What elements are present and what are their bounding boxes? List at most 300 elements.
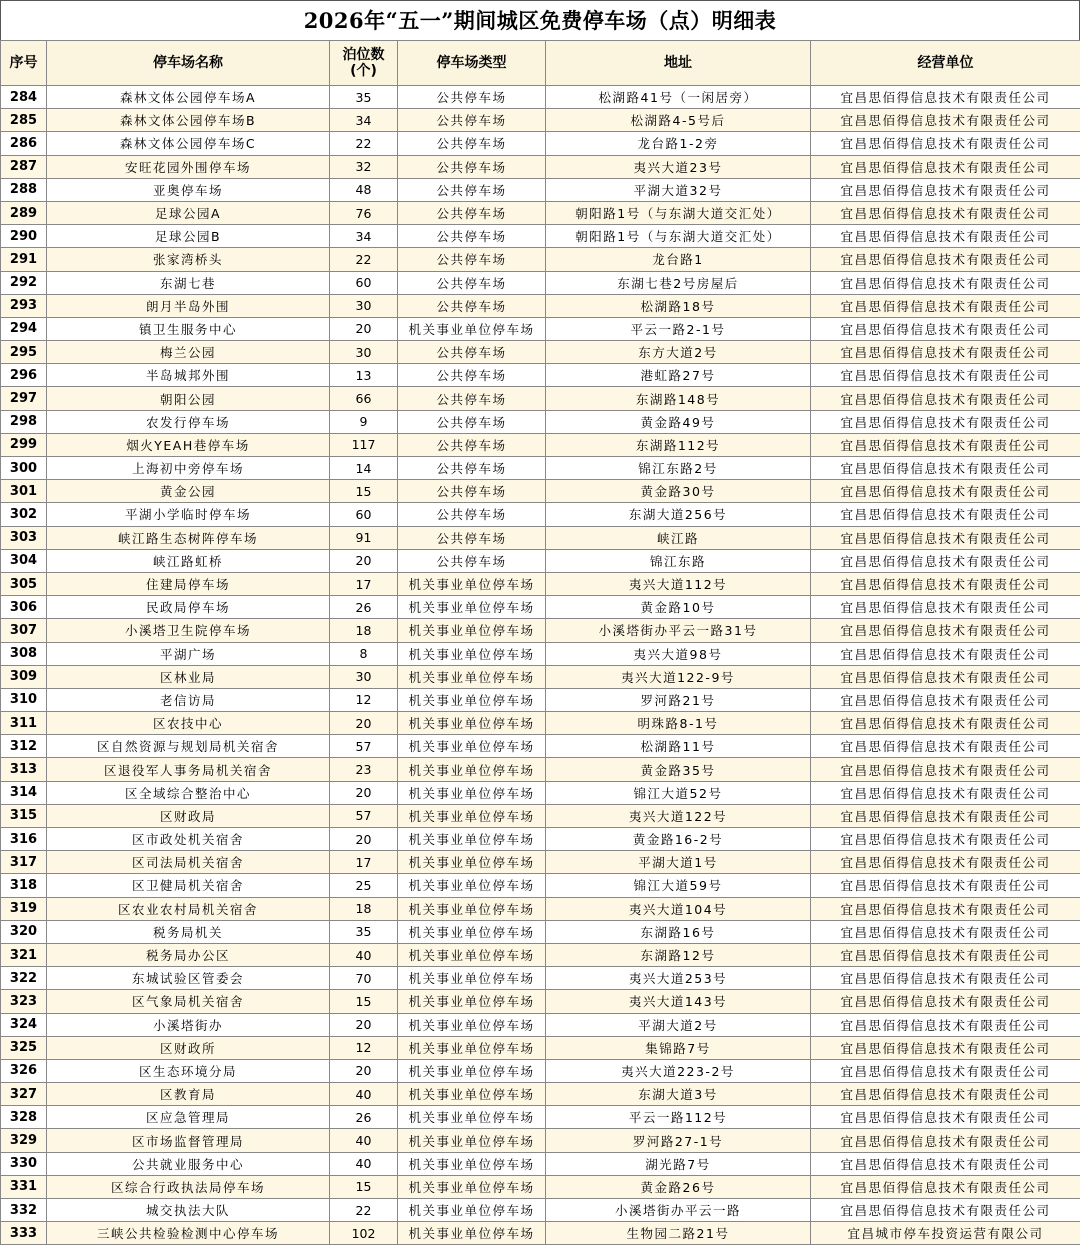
cell-type: 机关事业单位停车场	[398, 735, 546, 758]
cell-address: 松湖路18号	[546, 294, 811, 317]
cell-spaces: 20	[330, 1059, 398, 1082]
cell-operator: 宜昌思佰得信息技术有限责任公司	[811, 433, 1080, 456]
cell-name: 小溪塔街办	[47, 1013, 330, 1036]
cell-type: 机关事业单位停车场	[398, 1152, 546, 1175]
table-row	[1, 1083, 1080, 1106]
cell-operator: 宜昌思佰得信息技术有限责任公司	[811, 1129, 1080, 1152]
cell-no: 321	[1, 943, 47, 966]
cell-operator: 宜昌思佰得信息技术有限责任公司	[811, 1059, 1080, 1082]
table-row	[1, 1175, 1080, 1198]
cell-operator: 宜昌思佰得信息技术有限责任公司	[811, 457, 1080, 480]
table-row	[1, 665, 1080, 688]
cell-operator: 宜昌思佰得信息技术有限责任公司	[811, 1199, 1080, 1222]
table-row	[1, 364, 1080, 387]
header-spaces-line2: (个)	[350, 63, 377, 79]
cell-spaces: 34	[330, 225, 398, 248]
cell-name: 平湖小学临时停车场	[47, 503, 330, 526]
cell-type: 公共停车场	[398, 480, 546, 503]
cell-spaces: 30	[330, 294, 398, 317]
cell-operator: 宜昌思佰得信息技术有限责任公司	[811, 1152, 1080, 1175]
cell-spaces: 57	[330, 804, 398, 827]
cell-no: 290	[1, 225, 47, 248]
table-row	[1, 943, 1080, 966]
cell-type: 公共停车场	[398, 109, 546, 132]
cell-spaces: 22	[330, 1199, 398, 1222]
cell-name: 城交执法大队	[47, 1199, 330, 1222]
table-row	[1, 457, 1080, 480]
cell-operator: 宜昌思佰得信息技术有限责任公司	[811, 804, 1080, 827]
table-row	[1, 758, 1080, 781]
cell-address: 东湖七巷2号房屋后	[546, 271, 811, 294]
cell-name: 老信访局	[47, 688, 330, 711]
cell-type: 公共停车场	[398, 364, 546, 387]
table-row	[1, 86, 1080, 109]
cell-name: 平湖广场	[47, 642, 330, 665]
cell-operator: 宜昌思佰得信息技术有限责任公司	[811, 897, 1080, 920]
cell-operator: 宜昌思佰得信息技术有限责任公司	[811, 1013, 1080, 1036]
cell-no: 302	[1, 503, 47, 526]
cell-address: 夷兴大道143号	[546, 990, 811, 1013]
cell-address: 平云一路2-1号	[546, 317, 811, 340]
table-row	[1, 132, 1080, 155]
cell-type: 机关事业单位停车场	[398, 642, 546, 665]
cell-type: 机关事业单位停车场	[398, 317, 546, 340]
cell-address: 黄金路35号	[546, 758, 811, 781]
cell-name: 区生态环境分局	[47, 1059, 330, 1082]
cell-address: 黄金路10号	[546, 596, 811, 619]
cell-type: 公共停车场	[398, 201, 546, 224]
cell-no: 304	[1, 549, 47, 572]
cell-operator: 宜昌思佰得信息技术有限责任公司	[811, 109, 1080, 132]
cell-spaces: 18	[330, 619, 398, 642]
cell-name: 森林文体公园停车场C	[47, 132, 330, 155]
cell-no: 292	[1, 271, 47, 294]
cell-spaces: 20	[330, 317, 398, 340]
cell-no: 325	[1, 1036, 47, 1059]
cell-operator: 宜昌思佰得信息技术有限责任公司	[811, 178, 1080, 201]
cell-operator: 宜昌思佰得信息技术有限责任公司	[811, 874, 1080, 897]
cell-operator: 宜昌思佰得信息技术有限责任公司	[811, 410, 1080, 433]
cell-type: 公共停车场	[398, 526, 546, 549]
table-row	[1, 1152, 1080, 1175]
cell-no: 328	[1, 1106, 47, 1129]
cell-spaces: 18	[330, 897, 398, 920]
cell-operator: 宜昌思佰得信息技术有限责任公司	[811, 201, 1080, 224]
table-row	[1, 712, 1080, 735]
cell-operator: 宜昌思佰得信息技术有限责任公司	[811, 1106, 1080, 1129]
cell-name: 区农业农村局机关宿舍	[47, 897, 330, 920]
cell-operator: 宜昌思佰得信息技术有限责任公司	[811, 225, 1080, 248]
cell-spaces: 26	[330, 1106, 398, 1129]
cell-spaces: 23	[330, 758, 398, 781]
cell-no: 289	[1, 201, 47, 224]
cell-spaces: 48	[330, 178, 398, 201]
cell-type: 机关事业单位停车场	[398, 874, 546, 897]
cell-no: 323	[1, 990, 47, 1013]
table-body	[1, 86, 1080, 1245]
cell-address: 港虹路27号	[546, 364, 811, 387]
cell-address: 东湖路16号	[546, 920, 811, 943]
cell-type: 机关事业单位停车场	[398, 1175, 546, 1198]
cell-address: 黄金路16-2号	[546, 828, 811, 851]
cell-type: 机关事业单位停车场	[398, 943, 546, 966]
cell-address: 龙台路1	[546, 248, 811, 271]
cell-type: 机关事业单位停车场	[398, 712, 546, 735]
header-row	[1, 41, 1080, 86]
cell-name: 梅兰公园	[47, 341, 330, 364]
cell-no: 287	[1, 155, 47, 178]
cell-name: 区农技中心	[47, 712, 330, 735]
cell-no: 301	[1, 480, 47, 503]
cell-type: 机关事业单位停车场	[398, 1129, 546, 1152]
cell-address: 平湖大道32号	[546, 178, 811, 201]
cell-address: 湖光路7号	[546, 1152, 811, 1175]
cell-no: 294	[1, 317, 47, 340]
cell-name: 朝阳公园	[47, 387, 330, 410]
cell-spaces: 20	[330, 1013, 398, 1036]
cell-spaces: 25	[330, 874, 398, 897]
table-row	[1, 688, 1080, 711]
cell-operator: 宜昌思佰得信息技术有限责任公司	[811, 828, 1080, 851]
cell-name: 黄金公园	[47, 480, 330, 503]
table-row	[1, 1199, 1080, 1222]
cell-address: 平湖大道2号	[546, 1013, 811, 1036]
cell-spaces: 34	[330, 109, 398, 132]
parking-table	[0, 40, 1080, 1245]
cell-address: 夷兴大道104号	[546, 897, 811, 920]
table-row	[1, 967, 1080, 990]
cell-no: 329	[1, 1129, 47, 1152]
table-row	[1, 271, 1080, 294]
cell-spaces: 35	[330, 920, 398, 943]
table-row	[1, 781, 1080, 804]
cell-operator: 宜昌思佰得信息技术有限责任公司	[811, 155, 1080, 178]
cell-address: 罗河路21号	[546, 688, 811, 711]
cell-operator: 宜昌思佰得信息技术有限责任公司	[811, 735, 1080, 758]
cell-operator: 宜昌思佰得信息技术有限责任公司	[811, 526, 1080, 549]
cell-type: 机关事业单位停车场	[398, 1222, 546, 1245]
cell-no: 324	[1, 1013, 47, 1036]
cell-name: 区全域综合整治中心	[47, 781, 330, 804]
cell-operator: 宜昌思佰得信息技术有限责任公司	[811, 86, 1080, 109]
table-row	[1, 851, 1080, 874]
cell-operator: 宜昌思佰得信息技术有限责任公司	[811, 341, 1080, 364]
cell-name: 小溪塔卫生院停车场	[47, 619, 330, 642]
cell-operator: 宜昌思佰得信息技术有限责任公司	[811, 1083, 1080, 1106]
cell-address: 夷兴大道122-9号	[546, 665, 811, 688]
table-row	[1, 990, 1080, 1013]
cell-type: 公共停车场	[398, 132, 546, 155]
cell-operator: 宜昌思佰得信息技术有限责任公司	[811, 271, 1080, 294]
table-row	[1, 642, 1080, 665]
cell-address: 平云一路112号	[546, 1106, 811, 1129]
cell-operator: 宜昌思佰得信息技术有限责任公司	[811, 596, 1080, 619]
cell-type: 机关事业单位停车场	[398, 596, 546, 619]
cell-operator: 宜昌思佰得信息技术有限责任公司	[811, 619, 1080, 642]
cell-address: 夷兴大道23号	[546, 155, 811, 178]
table-row	[1, 433, 1080, 456]
cell-address: 夷兴大道122号	[546, 804, 811, 827]
cell-spaces: 40	[330, 1129, 398, 1152]
cell-spaces: 57	[330, 735, 398, 758]
cell-address: 锦江大道52号	[546, 781, 811, 804]
cell-operator: 宜昌思佰得信息技术有限责任公司	[811, 943, 1080, 966]
cell-no: 309	[1, 665, 47, 688]
cell-type: 公共停车场	[398, 178, 546, 201]
cell-no: 332	[1, 1199, 47, 1222]
cell-type: 公共停车场	[398, 248, 546, 271]
cell-spaces: 20	[330, 781, 398, 804]
cell-operator: 宜昌思佰得信息技术有限责任公司	[811, 688, 1080, 711]
cell-name: 森林文体公园停车场A	[47, 86, 330, 109]
table-row	[1, 804, 1080, 827]
cell-type: 机关事业单位停车场	[398, 688, 546, 711]
cell-no: 284	[1, 86, 47, 109]
cell-spaces: 15	[330, 1175, 398, 1198]
cell-no: 300	[1, 457, 47, 480]
cell-name: 镇卫生服务中心	[47, 317, 330, 340]
cell-type: 机关事业单位停车场	[398, 1036, 546, 1059]
cell-operator: 宜昌思佰得信息技术有限责任公司	[811, 642, 1080, 665]
cell-operator: 宜昌思佰得信息技术有限责任公司	[811, 132, 1080, 155]
cell-no: 295	[1, 341, 47, 364]
cell-address: 东湖大道3号	[546, 1083, 811, 1106]
cell-operator: 宜昌思佰得信息技术有限责任公司	[811, 851, 1080, 874]
cell-name: 森林文体公园停车场B	[47, 109, 330, 132]
cell-type: 机关事业单位停车场	[398, 665, 546, 688]
cell-type: 机关事业单位停车场	[398, 1199, 546, 1222]
cell-address: 松湖路11号	[546, 735, 811, 758]
cell-operator: 宜昌思佰得信息技术有限责任公司	[811, 1036, 1080, 1059]
cell-spaces: 12	[330, 688, 398, 711]
cell-type: 公共停车场	[398, 341, 546, 364]
cell-spaces: 70	[330, 967, 398, 990]
cell-address: 明珠路8-1号	[546, 712, 811, 735]
cell-name: 农发行停车场	[47, 410, 330, 433]
cell-spaces: 117	[330, 433, 398, 456]
cell-name: 亚奥停车场	[47, 178, 330, 201]
cell-spaces: 66	[330, 387, 398, 410]
cell-type: 公共停车场	[398, 294, 546, 317]
cell-name: 区市场监督管理局	[47, 1129, 330, 1152]
cell-operator: 宜昌思佰得信息技术有限责任公司	[811, 364, 1080, 387]
cell-type: 机关事业单位停车场	[398, 967, 546, 990]
cell-type: 机关事业单位停车场	[398, 990, 546, 1013]
cell-name: 东城试验区管委会	[47, 967, 330, 990]
cell-spaces: 76	[330, 201, 398, 224]
cell-name: 区市政处机关宿舍	[47, 828, 330, 851]
cell-address: 松湖路4-5号后	[546, 109, 811, 132]
cell-type: 机关事业单位停车场	[398, 1059, 546, 1082]
cell-address: 东湖路112号	[546, 433, 811, 456]
cell-spaces: 35	[330, 86, 398, 109]
header-no: 序号	[1, 41, 47, 86]
cell-spaces: 13	[330, 364, 398, 387]
cell-spaces: 20	[330, 549, 398, 572]
cell-no: 310	[1, 688, 47, 711]
cell-operator: 宜昌思佰得信息技术有限责任公司	[811, 387, 1080, 410]
table-row	[1, 920, 1080, 943]
table-row	[1, 225, 1080, 248]
cell-no: 312	[1, 735, 47, 758]
table-row	[1, 109, 1080, 132]
header-spaces	[330, 41, 398, 86]
cell-name: 朗月半岛外围	[47, 294, 330, 317]
cell-type: 公共停车场	[398, 433, 546, 456]
cell-address: 东方大道2号	[546, 341, 811, 364]
cell-no: 331	[1, 1175, 47, 1198]
cell-address: 夷兴大道253号	[546, 967, 811, 990]
cell-name: 区退役军人事务局机关宿舍	[47, 758, 330, 781]
cell-name: 区气象局机关宿舍	[47, 990, 330, 1013]
table-row	[1, 503, 1080, 526]
table-row	[1, 410, 1080, 433]
cell-address: 龙台路1-2旁	[546, 132, 811, 155]
table-row	[1, 155, 1080, 178]
cell-no: 305	[1, 572, 47, 595]
cell-no: 313	[1, 758, 47, 781]
table-row	[1, 1059, 1080, 1082]
cell-name: 税务局办公区	[47, 943, 330, 966]
cell-address: 朝阳路1号（与东湖大道交汇处）	[546, 225, 811, 248]
cell-name: 区林业局	[47, 665, 330, 688]
cell-type: 机关事业单位停车场	[398, 1013, 546, 1036]
cell-no: 316	[1, 828, 47, 851]
cell-spaces: 102	[330, 1222, 398, 1245]
cell-address: 夷兴大道98号	[546, 642, 811, 665]
cell-name: 峡江路虹桥	[47, 549, 330, 572]
cell-no: 285	[1, 109, 47, 132]
cell-address: 朝阳路1号（与东湖大道交汇处）	[546, 201, 811, 224]
cell-spaces: 17	[330, 572, 398, 595]
table-row	[1, 1013, 1080, 1036]
table-row	[1, 294, 1080, 317]
table-row	[1, 828, 1080, 851]
cell-name: 烟火YEAH巷停车场	[47, 433, 330, 456]
cell-spaces: 40	[330, 1152, 398, 1175]
cell-address: 峡江路	[546, 526, 811, 549]
cell-address: 平湖大道1号	[546, 851, 811, 874]
cell-name: 区司法局机关宿舍	[47, 851, 330, 874]
cell-name: 区应急管理局	[47, 1106, 330, 1129]
cell-type: 机关事业单位停车场	[398, 897, 546, 920]
cell-no: 326	[1, 1059, 47, 1082]
cell-operator: 宜昌思佰得信息技术有限责任公司	[811, 549, 1080, 572]
header-address: 地址	[546, 41, 811, 86]
table-row	[1, 526, 1080, 549]
cell-type: 公共停车场	[398, 86, 546, 109]
cell-name: 区财政局	[47, 804, 330, 827]
cell-name: 住建局停车场	[47, 572, 330, 595]
cell-no: 311	[1, 712, 47, 735]
cell-operator: 宜昌思佰得信息技术有限责任公司	[811, 572, 1080, 595]
table-row	[1, 201, 1080, 224]
cell-type: 机关事业单位停车场	[398, 619, 546, 642]
cell-type: 公共停车场	[398, 225, 546, 248]
cell-no: 299	[1, 433, 47, 456]
cell-operator: 宜昌思佰得信息技术有限责任公司	[811, 294, 1080, 317]
cell-no: 327	[1, 1083, 47, 1106]
cell-address: 夷兴大道223-2号	[546, 1059, 811, 1082]
cell-spaces: 8	[330, 642, 398, 665]
cell-spaces: 22	[330, 132, 398, 155]
cell-spaces: 60	[330, 271, 398, 294]
table-row	[1, 619, 1080, 642]
cell-spaces: 26	[330, 596, 398, 619]
table-row	[1, 178, 1080, 201]
cell-address: 东湖大道256号	[546, 503, 811, 526]
cell-spaces: 32	[330, 155, 398, 178]
cell-no: 293	[1, 294, 47, 317]
cell-spaces: 22	[330, 248, 398, 271]
cell-spaces: 17	[330, 851, 398, 874]
cell-name: 区卫健局机关宿舍	[47, 874, 330, 897]
cell-type: 机关事业单位停车场	[398, 572, 546, 595]
cell-spaces: 15	[330, 480, 398, 503]
cell-operator: 宜昌思佰得信息技术有限责任公司	[811, 480, 1080, 503]
cell-name: 安旺花园外围停车场	[47, 155, 330, 178]
cell-no: 319	[1, 897, 47, 920]
table-header	[1, 41, 1080, 86]
cell-address: 生物园二路21号	[546, 1222, 811, 1245]
cell-spaces: 60	[330, 503, 398, 526]
table-row	[1, 549, 1080, 572]
cell-address: 罗河路27-1号	[546, 1129, 811, 1152]
cell-type: 公共停车场	[398, 155, 546, 178]
cell-spaces: 40	[330, 943, 398, 966]
table-row	[1, 1129, 1080, 1152]
table-row	[1, 572, 1080, 595]
cell-spaces: 30	[330, 341, 398, 364]
cell-operator: 宜昌思佰得信息技术有限责任公司	[811, 1175, 1080, 1198]
header-spaces-line1: 泊位数	[342, 47, 385, 63]
cell-address: 黄金路49号	[546, 410, 811, 433]
cell-type: 机关事业单位停车场	[398, 758, 546, 781]
header-operator: 经营单位	[811, 41, 1080, 86]
header-type: 停车场类型	[398, 41, 546, 86]
cell-address: 黄金路30号	[546, 480, 811, 503]
cell-name: 半岛城邦外围	[47, 364, 330, 387]
cell-name: 足球公园B	[47, 225, 330, 248]
table-row	[1, 1106, 1080, 1129]
cell-type: 机关事业单位停车场	[398, 804, 546, 827]
cell-no: 298	[1, 410, 47, 433]
cell-name: 峡江路生态树阵停车场	[47, 526, 330, 549]
cell-address: 锦江东路	[546, 549, 811, 572]
cell-name: 民政局停车场	[47, 596, 330, 619]
cell-operator: 宜昌思佰得信息技术有限责任公司	[811, 781, 1080, 804]
cell-no: 303	[1, 526, 47, 549]
cell-operator: 宜昌思佰得信息技术有限责任公司	[811, 248, 1080, 271]
cell-operator: 宜昌思佰得信息技术有限责任公司	[811, 758, 1080, 781]
table-row	[1, 735, 1080, 758]
cell-no: 314	[1, 781, 47, 804]
table-row	[1, 341, 1080, 364]
table-row	[1, 596, 1080, 619]
cell-name: 区教育局	[47, 1083, 330, 1106]
cell-no: 315	[1, 804, 47, 827]
cell-name: 税务局机关	[47, 920, 330, 943]
table-row	[1, 1036, 1080, 1059]
cell-spaces: 12	[330, 1036, 398, 1059]
cell-spaces: 20	[330, 712, 398, 735]
cell-name: 东湖七巷	[47, 271, 330, 294]
table-row	[1, 874, 1080, 897]
cell-spaces: 9	[330, 410, 398, 433]
table-row	[1, 248, 1080, 271]
cell-type: 机关事业单位停车场	[398, 851, 546, 874]
cell-address: 小溪塔街办平云一路	[546, 1199, 811, 1222]
